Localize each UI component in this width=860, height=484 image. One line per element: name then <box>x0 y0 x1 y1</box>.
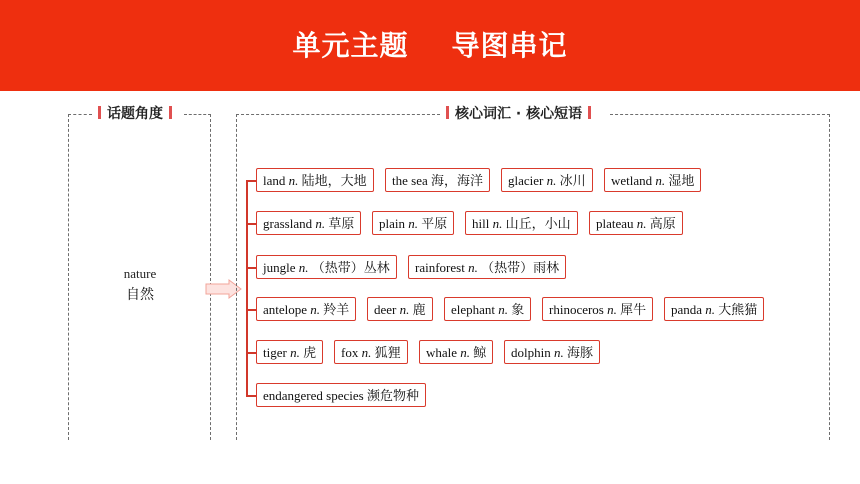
bracket-tick <box>246 309 256 311</box>
vocab-chip <box>504 340 600 364</box>
vocab-chip <box>256 255 397 279</box>
vocab-meaning: 高原 <box>649 216 676 231</box>
bracket-tick <box>246 352 256 354</box>
vocab-meaning: 海豚 <box>566 345 593 360</box>
page-title: 单元主题 导图串记 <box>292 29 568 62</box>
vocab-meaning: 大熊猫 <box>718 302 758 317</box>
vocab-word: endangered species <box>263 388 364 403</box>
topic-chinese: 自然 <box>126 287 154 303</box>
vocab-meaning: 羚羊 <box>323 302 350 317</box>
title-banner <box>0 0 860 91</box>
vocab-part-of-speech: n. <box>298 260 309 275</box>
topic-english: nature <box>123 266 157 281</box>
vocab-part-of-speech: n. <box>546 173 557 188</box>
vocab-word: rainforest <box>415 260 465 275</box>
accent-bar <box>446 106 449 119</box>
vocab-chip <box>501 168 593 192</box>
vocab-chip <box>256 340 323 364</box>
vocab-meaning: 鹿 <box>412 302 426 317</box>
vocab-word: dolphin <box>511 345 551 360</box>
vocab-part-of-speech: n. <box>607 302 617 317</box>
topic-angle-heading: 话题角度 <box>92 104 178 124</box>
vocab-meaning: 陆地，大地 <box>301 173 367 188</box>
vocab-chip <box>444 297 531 321</box>
vocab-word: whale <box>426 345 458 360</box>
vocab-chip <box>408 255 566 279</box>
vocab-word: tiger <box>263 345 287 360</box>
accent-bar <box>588 106 591 119</box>
vocab-word: jungle <box>263 260 296 275</box>
vocab-meaning: 虎 <box>303 345 317 360</box>
vocab-part-of-speech: n. <box>460 345 471 360</box>
vocab-chip <box>419 340 493 364</box>
vocab-chip <box>367 297 433 321</box>
vocab-meaning: 犀牛 <box>620 302 647 317</box>
vocab-word: fox <box>341 345 359 360</box>
vocab-part-of-speech: n. <box>288 173 299 188</box>
vocab-chip <box>256 168 374 192</box>
vocab-word: the sea <box>392 173 428 188</box>
vocab-chip <box>664 297 764 321</box>
vocab-part-of-speech: n. <box>468 260 478 275</box>
bracket-tick <box>246 395 256 397</box>
vocab-word: land <box>263 173 286 188</box>
vocab-part-of-speech: n. <box>408 216 418 231</box>
vocab-word: hill <box>472 216 490 231</box>
accent-bar <box>169 106 172 119</box>
vocab-word: grassland <box>263 216 313 231</box>
vocab-chip <box>589 211 683 235</box>
bracket-tick <box>246 267 256 269</box>
vocab-meaning: 海，海洋 <box>430 173 483 188</box>
bracket-tick <box>246 223 256 225</box>
vocab-word: elephant <box>451 302 496 317</box>
vocab-part-of-speech: n. <box>492 216 503 231</box>
vocab-word: plain <box>379 216 405 231</box>
vocab-chip <box>385 168 490 192</box>
vocab-part-of-speech: n. <box>553 345 564 360</box>
vocab-chip <box>542 297 653 321</box>
vocab-part-of-speech: n. <box>310 302 321 317</box>
vocab-chip <box>334 340 408 364</box>
vocab-meaning: 濒危物种 <box>366 388 419 403</box>
vocab-part-of-speech: n. <box>315 216 326 231</box>
vocab-chip <box>256 297 356 321</box>
vocab-word: antelope <box>263 302 308 317</box>
vocab-meaning: 平原 <box>421 216 448 231</box>
vocab-meaning: 象 <box>511 302 525 317</box>
vocab-word: deer <box>374 302 397 317</box>
vocab-word: glacier <box>508 173 544 188</box>
vocab-word: plateau <box>596 216 634 231</box>
vocab-word: rhinoceros <box>549 302 604 317</box>
core-vocabulary-heading: 核心词汇 · 核心短语 <box>440 104 597 124</box>
vocab-chip <box>604 168 701 192</box>
vocab-word: panda <box>671 302 703 317</box>
vocab-word: wetland <box>611 173 653 188</box>
vocab-part-of-speech: n. <box>705 302 716 317</box>
bracket-vertical-line <box>246 181 248 396</box>
topic-node <box>68 266 212 304</box>
vocab-meaning: （热带）雨林 <box>481 260 560 275</box>
vocab-meaning: 冰川 <box>559 173 586 188</box>
bracket-tick <box>246 180 256 182</box>
vocab-part-of-speech: n. <box>399 302 410 317</box>
vocab-part-of-speech: n. <box>636 216 647 231</box>
vocab-part-of-speech: n. <box>655 173 666 188</box>
vocab-part-of-speech: n. <box>290 345 300 360</box>
vocab-part-of-speech: n. <box>361 345 372 360</box>
vocab-chip <box>465 211 578 235</box>
vocab-meaning: 鲸 <box>473 345 487 360</box>
vocab-chip <box>256 211 361 235</box>
vocab-meaning: 草原 <box>328 216 355 231</box>
vocab-meaning: 湿地 <box>668 173 695 188</box>
vocab-meaning: 狐狸 <box>374 345 401 360</box>
accent-bar <box>98 106 101 119</box>
vocab-meaning: （热带）丛林 <box>311 260 390 275</box>
vocab-meaning: 山丘，小山 <box>505 216 571 231</box>
vocab-part-of-speech: n. <box>498 302 509 317</box>
vocab-chip <box>256 383 426 407</box>
vocab-chip <box>372 211 454 235</box>
